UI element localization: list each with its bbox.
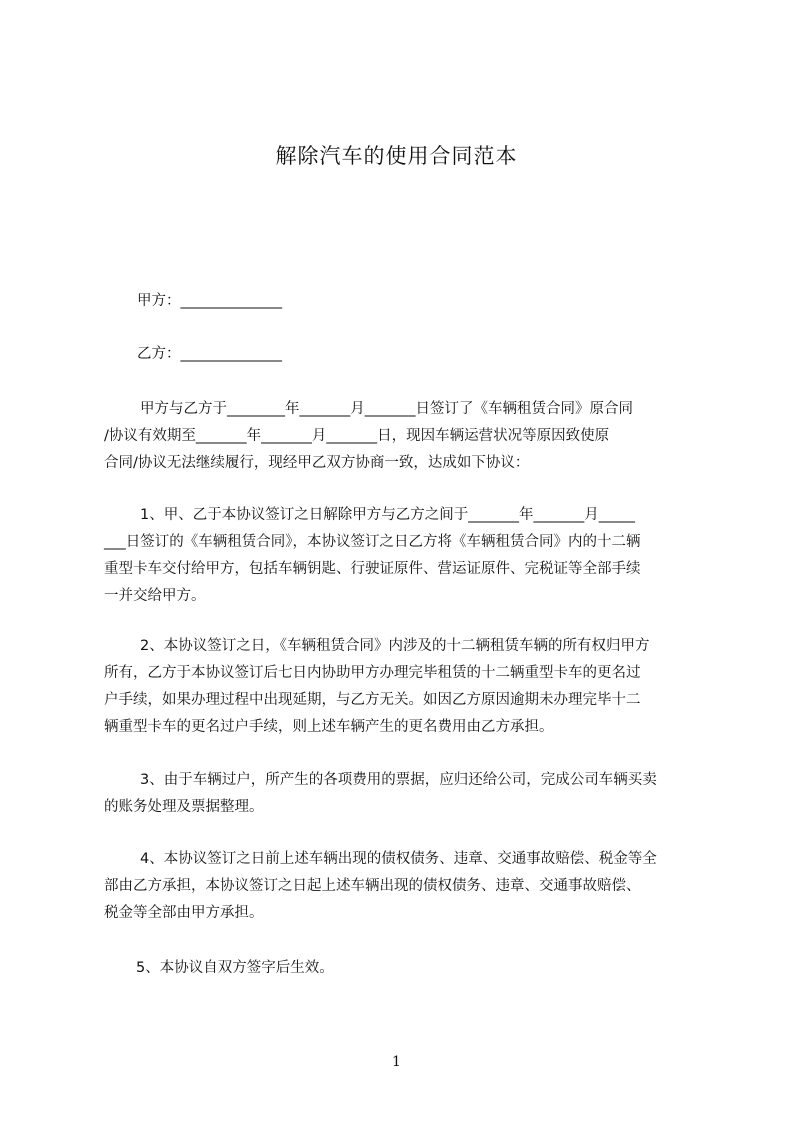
clause-line: 辆重型卡车的更名过户手续，则上述车辆产生的更名费用由乙方承担。 bbox=[104, 719, 554, 735]
party-a-line: 甲方：______________ bbox=[137, 293, 282, 309]
document-title: 解除汽车的使用合同范本 bbox=[275, 144, 518, 168]
clause-line: 的账务处理及票据整理。 bbox=[104, 799, 264, 815]
page-number: 1 bbox=[392, 1054, 401, 1070]
clause-line: 户手续，如果办理过程中出现延期，与乙方无关。如因乙方原因逾期未办理完毕十二 bbox=[104, 692, 641, 708]
clause-line: 1、甲、乙于本协议签订之日解除甲方与乙方之间于_______年_______月_____ bbox=[140, 507, 635, 523]
clause-line: 一并交给甲方。 bbox=[104, 588, 206, 604]
clause-line: 重型卡车交付给甲方，包括车辆钥匙、行驶证原件、营运证原件、完税证等全部手续 bbox=[104, 561, 641, 577]
clause-2 bbox=[104, 633, 704, 741]
clause-line: 5、本协议自双方签字后生效。 bbox=[136, 960, 334, 976]
intro-line: 合同/协议无法继续履行，现经甲乙双方协商一致，达成如下协议： bbox=[104, 455, 530, 471]
clause-line: 3、由于车辆过户，所产生的各项费用的票据，应归还给公司，完成公司车辆买卖 bbox=[140, 772, 657, 788]
clause-4 bbox=[104, 846, 704, 927]
clause-1 bbox=[104, 502, 704, 610]
party-b-line: 乙方：______________ bbox=[137, 346, 282, 362]
clause-line: 税金等全部由甲方承担。 bbox=[104, 905, 264, 921]
clause-line: 部由乙方承担，本协议签订之日起上述车辆出现的债权债务、违章、交通事故赔偿、 bbox=[104, 878, 641, 894]
clause-line: ___日签订的《车辆租赁合同》，本协议签订之日乙方将《车辆租赁合同》内的十二辆 bbox=[104, 534, 641, 550]
clause-line: 2、本协议签订之日，《车辆租赁合同》内涉及的十二辆租赁车辆的所有权归甲方 bbox=[140, 638, 650, 654]
intro-line: /协议有效期至_______年_______月_______日，现因车辆运营状况等原因致使原 bbox=[104, 428, 610, 444]
clause-3 bbox=[104, 767, 704, 821]
clause-line: 所有，乙方于本协议签订后七日内协助甲方办理完毕租赁的十二辆重型卡车的更名过 bbox=[104, 665, 641, 681]
clause-5 bbox=[104, 955, 704, 982]
clause-line: 4、本协议签订之日前上述车辆出现的债权债务、违章、交通事故赔偿、税金等全 bbox=[140, 851, 657, 867]
intro-line: 甲方与乙方于________年_______月_______日签订了《车辆租赁合同》原合同 bbox=[140, 401, 633, 417]
intro-paragraph bbox=[104, 396, 704, 477]
